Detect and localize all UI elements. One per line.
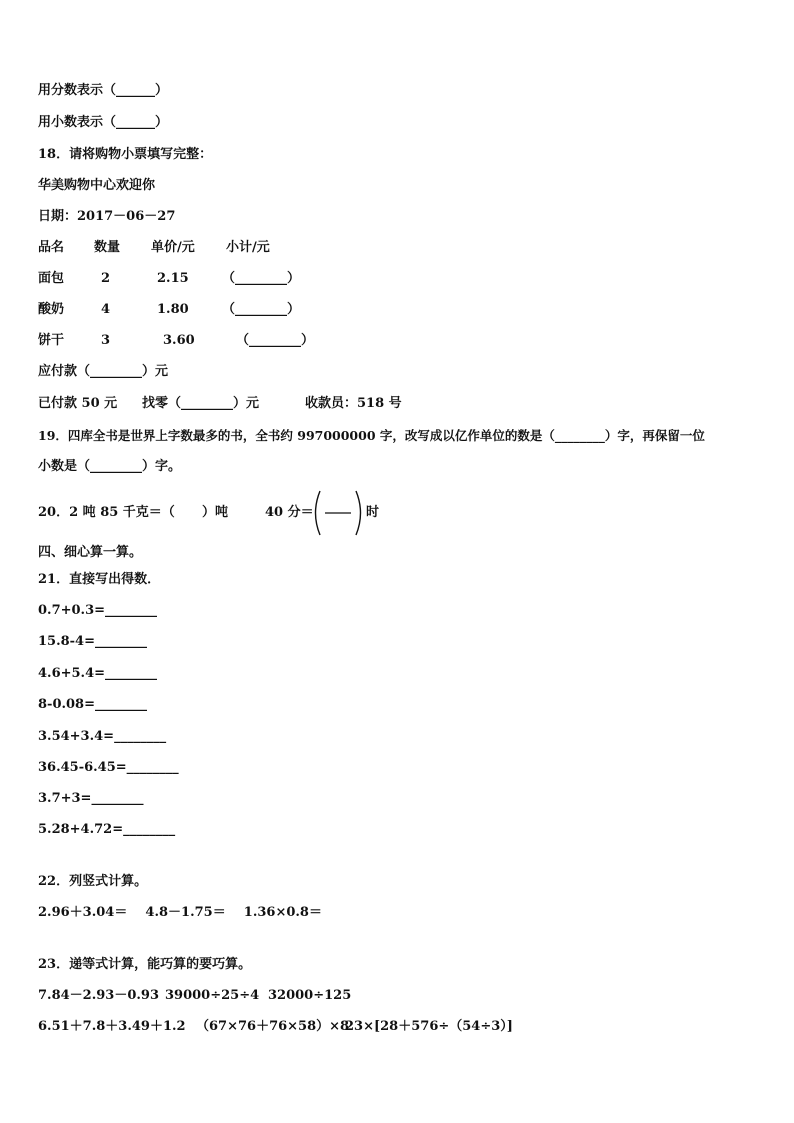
receipt-payable: 应付款（________）元 [38,364,169,379]
q23-expression: 39000÷25÷4 [165,988,260,1003]
q21-item: 3.54+3.4=________ [38,729,167,744]
q23-expression: 7.84－2.93－0.93 [38,988,159,1003]
q18-title: 18．请将购物小票填写完整： [38,147,213,162]
q20-part-2-suffix: 时 [366,505,380,520]
receipt-row-subtotal: （________） [236,333,315,348]
q21-item: 5.28+4.72=________ [38,822,176,837]
receipt-row-qty: 4 [101,302,111,317]
section-4-title: 四、细心算一算。 [38,545,143,560]
receipt-row-price: 2.15 [157,271,189,286]
q21-item: 4.6+5.4=________ [38,666,158,681]
receipt-row-subtotal: （________） [222,271,301,286]
q20-part-1: 20．2 吨 85 千克＝（ ）吨 [38,505,228,520]
q23-expression: 6.51＋7.8＋3.49＋1.2 [38,1019,186,1034]
fraction-blank [310,489,366,537]
q18-shop-name: 华美购物中心欢迎你 [38,178,156,193]
answer-blank: ________ [95,634,147,649]
q17-fraction-line: 用分数表示（______） [38,83,169,98]
answer-blank: ________ [123,822,176,837]
receipt-row-qty: 2 [101,271,111,286]
q20-part-2-prefix: 40 分＝ [265,505,314,520]
receipt-header-qty: 数量 [94,240,121,255]
q21-item: 36.45-6.45=________ [38,760,179,775]
answer-blank: ________ [126,760,179,775]
q21-item: 0.7+0.3=________ [38,603,158,618]
receipt-row-name: 面包 [38,271,65,286]
q18-date: 日期：2017－06－27 [38,209,176,224]
receipt-row-qty: 3 [101,333,111,348]
receipt-cashier: 收款员：518 号 [305,396,402,411]
q17-decimal-line: 用小数表示（______） [38,115,169,130]
q19-line-1: 19．四库全书是世界上字数最多的书，全书约 997000000 字，改写成以亿作单位的数是（________）字，再保留一位 [38,428,705,443]
receipt-header-price: 单价/元 [151,240,195,255]
receipt-row-price: 3.60 [163,333,195,348]
receipt-header-name: 品名 [38,240,65,255]
receipt-row-name: 饼干 [38,333,65,348]
q23-title: 23．递等式计算，能巧算的要巧算。 [38,957,252,972]
answer-blank: ________ [95,697,147,712]
q23-expression: 23×[28＋576÷（54÷3）] [345,1019,513,1034]
q23-expression: 32000÷125 [268,988,352,1003]
q22-expressions: 2.96＋3.04＝ 4.8－1.75＝ 1.36×0.8＝ [38,905,322,920]
q22-title: 22．列竖式计算。 [38,874,148,889]
q21-item: 3.7+3=________ [38,791,144,806]
answer-blank: ________ [114,729,167,744]
answer-blank: ________ [105,666,158,681]
q21-title: 21．直接写出得数． [38,572,161,587]
q21-item: 15.8-4=________ [38,634,147,649]
receipt-header-subtotal: 小计/元 [226,240,270,255]
answer-blank: ________ [91,791,144,806]
answer-blank: ________ [105,603,158,618]
q19-line-2: 小数是（________）字。 [38,459,182,474]
q21-item: 8-0.08=________ [38,697,147,712]
receipt-row-name: 酸奶 [38,302,65,317]
receipt-row-subtotal: （________） [222,302,301,317]
receipt-row-price: 1.80 [157,302,189,317]
receipt-change: 找零（________）元 [142,396,260,411]
receipt-paid: 已付款 50 元 [38,396,118,411]
q23-expression: （67×76＋76×58）×8 [196,1019,350,1034]
